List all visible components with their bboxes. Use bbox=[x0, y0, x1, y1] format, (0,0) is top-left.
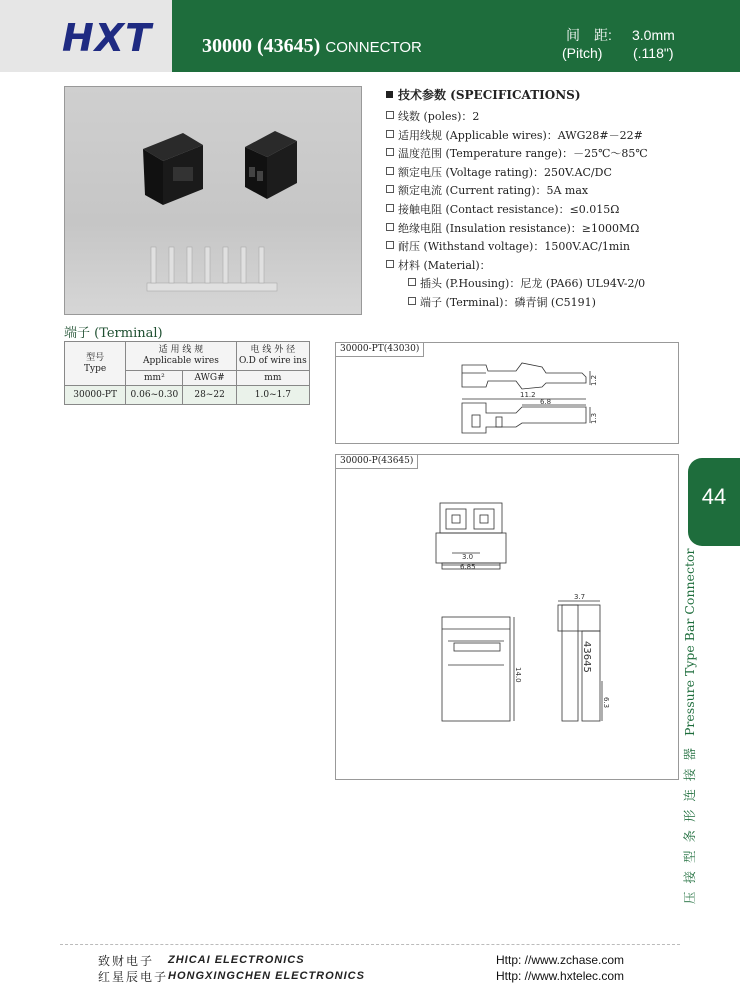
checkbox-bullet-icon bbox=[386, 130, 394, 138]
spec-row: 线数 (poles)：2 bbox=[386, 108, 726, 127]
dim-b: 6.85 bbox=[460, 563, 476, 571]
checkbox-bullet-icon bbox=[386, 185, 394, 193]
checkbox-bullet-icon bbox=[386, 167, 394, 175]
page-title bbox=[202, 34, 422, 60]
col-od: 电 线 外 径 O.D of wire ins bbox=[236, 342, 309, 371]
cell-awg: 28~22 bbox=[183, 386, 236, 405]
dim-length2: 6.8 bbox=[540, 398, 552, 406]
website-link-1[interactable]: Http: //www.zchase.com bbox=[496, 953, 625, 967]
category-vertical-label bbox=[680, 548, 698, 904]
cell-od: 1.0~1.7 bbox=[236, 386, 309, 405]
checkbox-bullet-icon bbox=[386, 204, 394, 212]
specifications bbox=[386, 86, 726, 313]
terminal-drawing-label: 30000-PT(43030) bbox=[335, 342, 424, 357]
checkbox-bullet-icon bbox=[386, 241, 394, 249]
title-part-number: 30000 (43645) bbox=[202, 35, 321, 57]
housing-drawing-box bbox=[335, 454, 679, 780]
specs-heading: 技术参数 (SPECIFICATIONS) bbox=[386, 86, 726, 103]
spec-row: 接触电阻 (Contact resistance)：≤0.015Ω bbox=[386, 201, 726, 220]
housing-drawing bbox=[336, 455, 678, 779]
housing-left-image bbox=[143, 133, 203, 205]
dim-height2: 6.3 bbox=[602, 697, 610, 709]
company1-cn: 致财电子 bbox=[98, 954, 155, 968]
spec-row: 材料 (Material)： bbox=[386, 257, 726, 276]
terminal-section-title: 端子 (Terminal) bbox=[64, 326, 163, 341]
pitch-inch: (.118") bbox=[633, 45, 674, 61]
spec-subrow: 插头 (P.Housing)：尼龙 (PA66) UL94V-2/0 bbox=[386, 275, 726, 294]
spec-row: 温度范围 (Temperature range)：－25℃～85℃ bbox=[386, 145, 726, 164]
unit-awg: AWG# bbox=[183, 371, 236, 386]
dim-length: 11.2 bbox=[520, 391, 536, 399]
checkbox-bullet-icon bbox=[386, 148, 394, 156]
unit-mm2: mm² bbox=[126, 371, 183, 386]
cell-mm2: 0.06~0.30 bbox=[126, 386, 183, 405]
col-type: 型号 Type bbox=[65, 342, 126, 386]
dim-height: 14.0 bbox=[514, 667, 522, 683]
dim-width: 3.7 bbox=[574, 593, 586, 601]
connector-photo-illustration bbox=[65, 87, 361, 314]
checkbox-bullet-icon bbox=[408, 297, 416, 305]
unit-mm: mm bbox=[236, 371, 309, 386]
spec-row: 耐压 (Withstand voltage)：1500V.AC/1min bbox=[386, 238, 726, 257]
title-connector: CONNECTOR bbox=[325, 39, 422, 56]
spec-row: 绝缘电阻 (Insulation resistance)：≥1000MΩ bbox=[386, 220, 726, 239]
dim-h1: 1.2 bbox=[590, 374, 598, 386]
part-marking: 43645 bbox=[581, 641, 592, 673]
terminal-drawing bbox=[336, 343, 678, 443]
company2-cn: 红星辰电子 bbox=[98, 970, 169, 984]
category-en: Pressure Type Bar Connector bbox=[682, 548, 697, 736]
page-number: 44 bbox=[701, 484, 727, 509]
pitch-cn-label: 间 距: bbox=[566, 27, 612, 43]
spec-row: 额定电流 (Current rating)：5A max bbox=[386, 182, 726, 201]
company2-en: HONGXINGCHEN ELECTRONICS bbox=[168, 970, 365, 982]
category-cn: 压接型条形连接器 bbox=[682, 739, 697, 904]
checkbox-bullet-icon bbox=[386, 111, 394, 119]
square-bullet-icon bbox=[386, 91, 393, 98]
pitch-en-label: (Pitch) bbox=[562, 45, 603, 61]
terminal-table bbox=[64, 341, 310, 405]
checkbox-bullet-icon bbox=[408, 278, 416, 286]
product-photo bbox=[64, 86, 362, 315]
checkbox-bullet-icon bbox=[386, 260, 394, 268]
checkbox-bullet-icon bbox=[386, 223, 394, 231]
website-link-2[interactable]: Http: //www.hxtelec.com bbox=[496, 969, 625, 983]
brand-logo: HXT bbox=[62, 16, 153, 60]
col-applicable-wires: 适 用 线 规 Applicable wires bbox=[126, 342, 236, 371]
footer-divider bbox=[60, 944, 680, 945]
housing-drawing-label: 30000-P(43645) bbox=[335, 454, 418, 469]
terminal-drawing-box bbox=[335, 342, 679, 444]
cell-type: 30000-PT bbox=[65, 386, 126, 405]
housing-right-image bbox=[245, 131, 297, 199]
spec-row: 适用线规 (Applicable wires)：AWG28#－22# bbox=[386, 127, 726, 146]
spec-row: 额定电压 (Voltage rating)：250V.AC/DC bbox=[386, 164, 726, 183]
terminal-strip-image bbox=[147, 247, 277, 291]
table-row bbox=[65, 386, 310, 405]
dim-a: 3.0 bbox=[462, 553, 474, 561]
pitch-mm: 3.0mm bbox=[632, 27, 675, 43]
dim-h2: 1.3 bbox=[590, 412, 598, 424]
spec-subrow: 端子 (Terminal)：磷青铜 (C5191) bbox=[386, 294, 726, 313]
company1-en: ZHICAI ELECTRONICS bbox=[168, 954, 305, 966]
